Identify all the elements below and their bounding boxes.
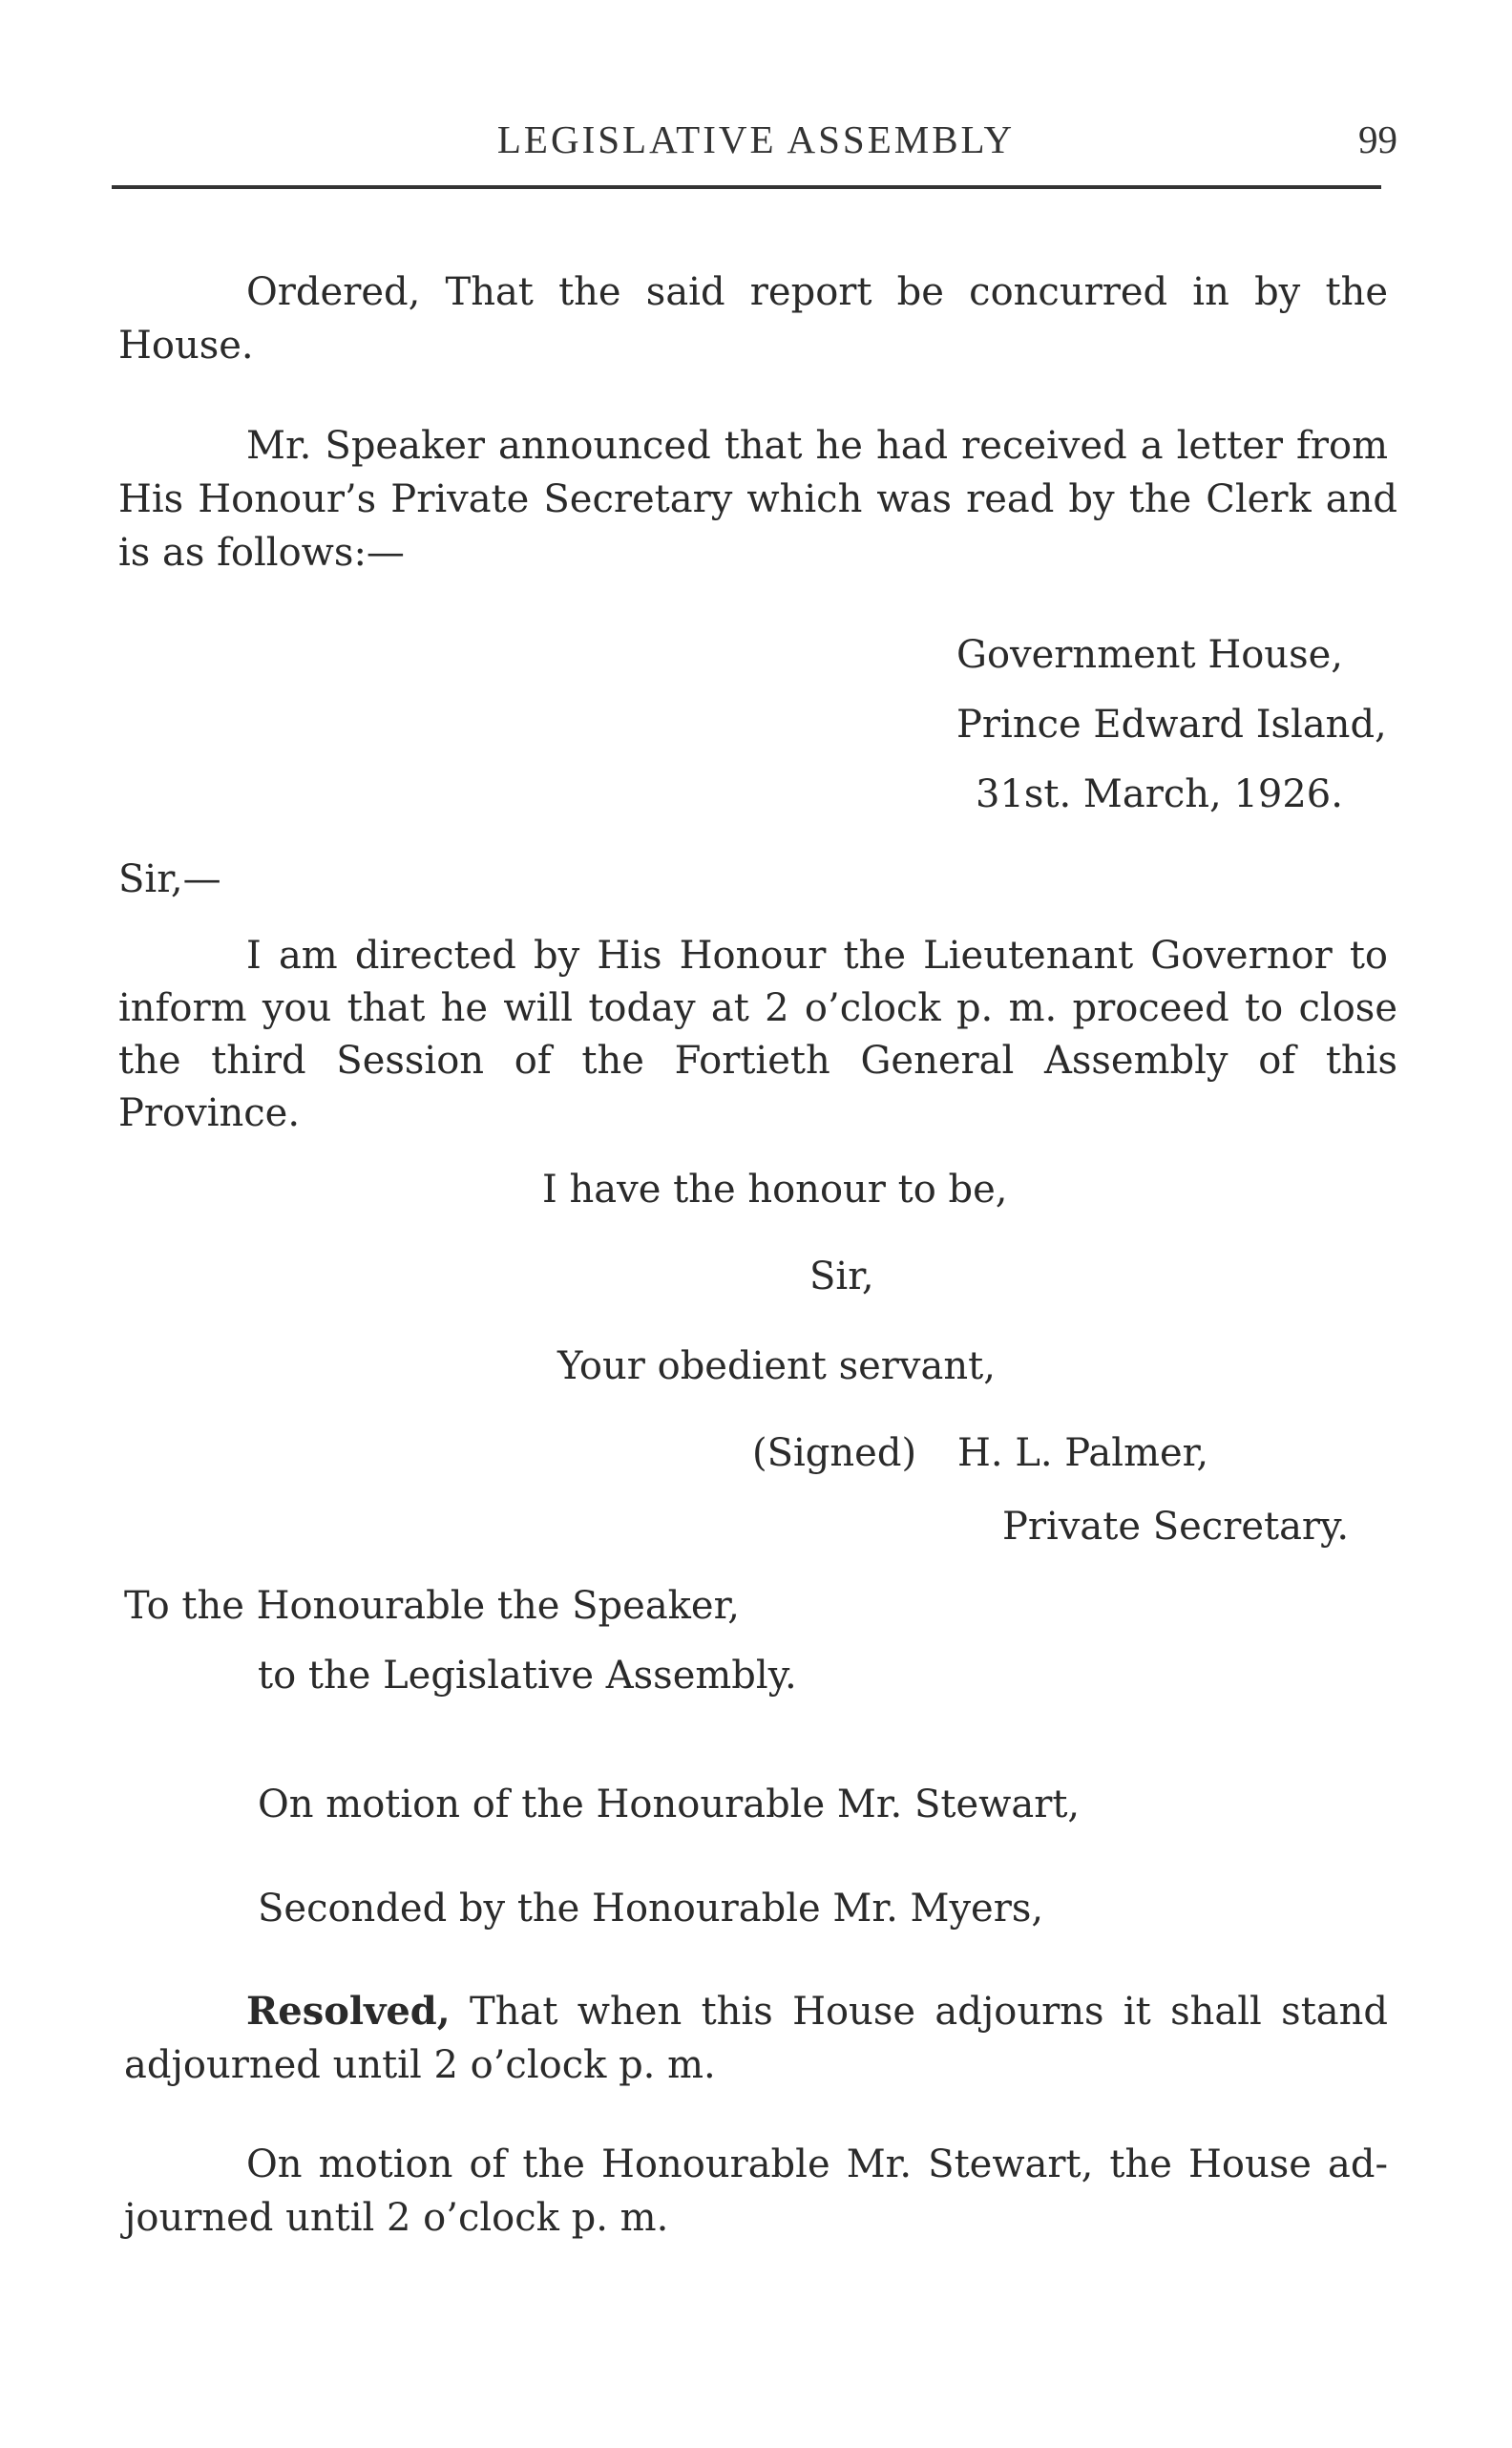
letter-address-line-2: Prince Edward Island,	[956, 703, 1387, 747]
motion-seconded: Seconded by the Honourable Mr. Myers,	[258, 1887, 1044, 1931]
motion-moved: On motion of the Honourable Mr. Stewart,	[258, 1783, 1081, 1826]
signer-title: Private Secretary.	[1002, 1505, 1350, 1549]
letter-address-line-1: Government House,	[956, 633, 1343, 677]
signed-label: (Signed)	[752, 1431, 917, 1475]
letter-body-line-2: inform you that he will today at 2 o’clock p. m. proceed to close	[118, 986, 1397, 1030]
ordered-line-2: House.	[118, 324, 254, 368]
letter-salutation: Sir,—	[118, 857, 221, 901]
speaker-line-2: His Honour’s Private Secretary which was read by the Clerk and	[118, 477, 1397, 521]
header-rule	[112, 185, 1381, 189]
letter-body-line-4: Province.	[118, 1091, 301, 1135]
ordered-line-1: Ordered, That the said report be concurred in by the	[246, 270, 1388, 314]
addressee-line-2: to the Legislative Assembly.	[258, 1654, 797, 1698]
speaker-line-3: is as follows:—	[118, 531, 405, 575]
adjournment-line-2: journed until 2 o’clock p. m.	[124, 2196, 669, 2240]
signer-name: H. L. Palmer,	[957, 1431, 1209, 1475]
speaker-line-1: Mr. Speaker announced that he had received a letter from	[246, 424, 1388, 468]
resolved-text: That when this House adjourns it shall stand	[450, 1990, 1388, 2034]
motion-resolved-line-2: adjourned until 2 o’clock p. m.	[124, 2043, 716, 2087]
letter-closing-line-3: Your obedient servant,	[557, 1344, 996, 1388]
letter-date: 31st. March, 1926.	[976, 772, 1343, 816]
letter-closing-line-1: I have the honour to be,	[542, 1168, 1008, 1212]
motion-resolved-line-1	[246, 1989, 1388, 2035]
running-header-title: LEGISLATIVE ASSEMBLY	[496, 117, 1016, 161]
resolved-label: Resolved,	[246, 1989, 451, 2034]
letter-body-line-1: I am directed by His Honour the Lieutenant Governor to	[246, 934, 1388, 978]
letter-body-line-3: the third Session of the Fortieth General Assembly of this	[118, 1039, 1397, 1083]
page-number: 99	[1358, 117, 1397, 161]
addressee-line-1: To the Honourable the Speaker,	[124, 1584, 741, 1628]
letter-closing-line-2: Sir,	[809, 1255, 874, 1298]
adjournment-line-1: On motion of the Honourable Mr. Stewart, the House ad-	[246, 2142, 1388, 2186]
